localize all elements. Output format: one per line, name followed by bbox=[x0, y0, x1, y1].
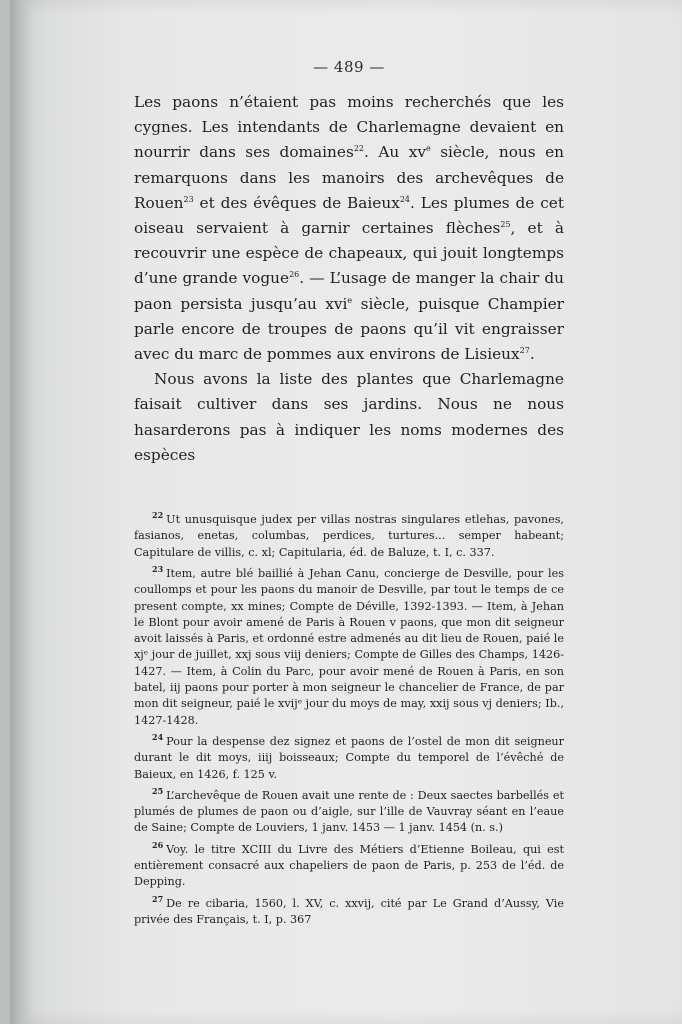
body-text bbox=[134, 90, 564, 468]
century-superscript: e bbox=[347, 295, 353, 305]
footnote-ref-27: 27 bbox=[519, 345, 530, 355]
footnote-25 bbox=[134, 788, 564, 837]
footnote-text: Ut unusquisque judex per villas nostras singulares etlehas, pavones, fasianos, enetas, columbas, perdices, turtures... semper habeant; Capitulare de villis, c. xl; Capitularia, éd. de Baluze, t. I, c. 337. bbox=[134, 513, 564, 559]
century-superscript: e bbox=[425, 144, 431, 154]
page-gutter-shadow bbox=[10, 0, 32, 1024]
footnote-text: Item, autre blé baillié à Jehan Canu, concierge de Desville, pour les coullomps et pour les paons du manoir de Desville, par tout le temps de ce present compte, xx mines; Compte de Déville, 1392-1393. — Item, à Jehan le Blont pour avoir amené de Paris à Rouen v paons, que mon dit seigneur avoit laissés à Paris, et ordonné estre admenés au dit lieu de Rouen, paié le xjᵉ jour de juillet, xxj sous viij deniers; Compte de Gilles des Champs, 1426-1427. — Item, à Colin du Parc, pour avoir mené de Rouen à Paris, en son batel, iij paons pour porter à mon seigneur le chancelier de France, de par mon dit seigneur, paié le xvijᵉ jour du moys de may, xxij sous vj deniers; Ib., 1427-1428. bbox=[134, 566, 564, 727]
text-segment: . Les plumes de cet oiseau servaient à garnir certaines flèches bbox=[134, 193, 564, 238]
page-number: — 489 — bbox=[313, 58, 385, 76]
footnote-22 bbox=[134, 512, 564, 561]
footnote-number: 24 bbox=[152, 732, 164, 743]
footnote-number: 27 bbox=[152, 893, 164, 904]
paragraph-2 bbox=[134, 367, 564, 468]
footnote-text: L’archevêque de Rouen avait une rente de : Deux saectes barbellés et plumés de plumes de paon ou d’aigle, sur l’ille de Vauvray séant en l’eaue de Saine; Compte de Louviers, 1 janv. 1453 — 1 janv. 1454 (n. s.) bbox=[134, 788, 564, 835]
book-page bbox=[10, 0, 682, 1024]
text-segment: . — L’usage de manger la chair du paon persista jusqu’au xvi bbox=[134, 269, 564, 313]
text-segment: , et à recouvrir une espèce de chapeaux, qui jouit longtemps d’une grande vogue bbox=[134, 219, 564, 288]
paragraph-1 bbox=[134, 90, 564, 367]
footnote-text: De re cibaria, 1560, l. XV, c. xxvij, cité par Le Grand d’Aussy, Vie privée des Français, t. I, p. 367 bbox=[134, 896, 564, 926]
footnote-ref-24: 24 bbox=[399, 194, 411, 204]
footnote-ref-26: 26 bbox=[289, 270, 300, 280]
footnote-text: Pour la despense dez signez et paons de l’ostel de mon dit seigneur durant le dit moys, iiij boisseaux; Compte du temporel de l’évêché de Baieux, en 1426, f. 125 v. bbox=[134, 734, 564, 781]
page-content bbox=[134, 58, 564, 933]
footnote-26 bbox=[134, 839, 564, 891]
text-segment: Nous avons la liste des plantes que Charlemagne faisait cultiver dans ses jardins. Nous ne nous hasarderons pas à indiquer les noms modernes des espèces bbox=[134, 370, 564, 464]
footnote-ref-25: 25 bbox=[500, 219, 511, 229]
footnote-number: 23 bbox=[152, 564, 164, 575]
footnotes bbox=[134, 512, 564, 928]
footnote-number: 22 bbox=[152, 510, 164, 521]
footnote-text: Voy. le titre XCIII du Livre des Métiers d’Etienne Boileau, qui est entièrement consacré aux chapeliers de paon de Paris, p. 253 de l’éd. de Depping. bbox=[134, 842, 564, 889]
text-segment: siècle, puisque Champier parle encore de troupes de paons qu’il vit engraisser avec du marc de pommes aux environs de Lisieux bbox=[134, 294, 564, 364]
text-segment: Les paons n’étaient pas moins recherchés que les cygnes. Les intendants de Charlemagne devaient en nourrir dans ses domaines bbox=[134, 93, 564, 162]
text-segment: siècle, nous en remarquons dans les manoirs des archevêques de Rouen bbox=[134, 143, 564, 212]
footnote-23 bbox=[134, 566, 564, 729]
text-segment: . Au xv bbox=[364, 143, 426, 162]
footnote-24 bbox=[134, 734, 564, 783]
text-segment: . bbox=[529, 345, 535, 364]
footnote-number: 26 bbox=[152, 839, 164, 850]
footnote-27 bbox=[134, 893, 564, 929]
text-segment: et des évêques de Baieux bbox=[193, 193, 400, 212]
footnote-number: 25 bbox=[152, 786, 164, 797]
footnote-ref-22: 22 bbox=[353, 144, 364, 154]
footnote-ref-23: 23 bbox=[183, 194, 194, 204]
